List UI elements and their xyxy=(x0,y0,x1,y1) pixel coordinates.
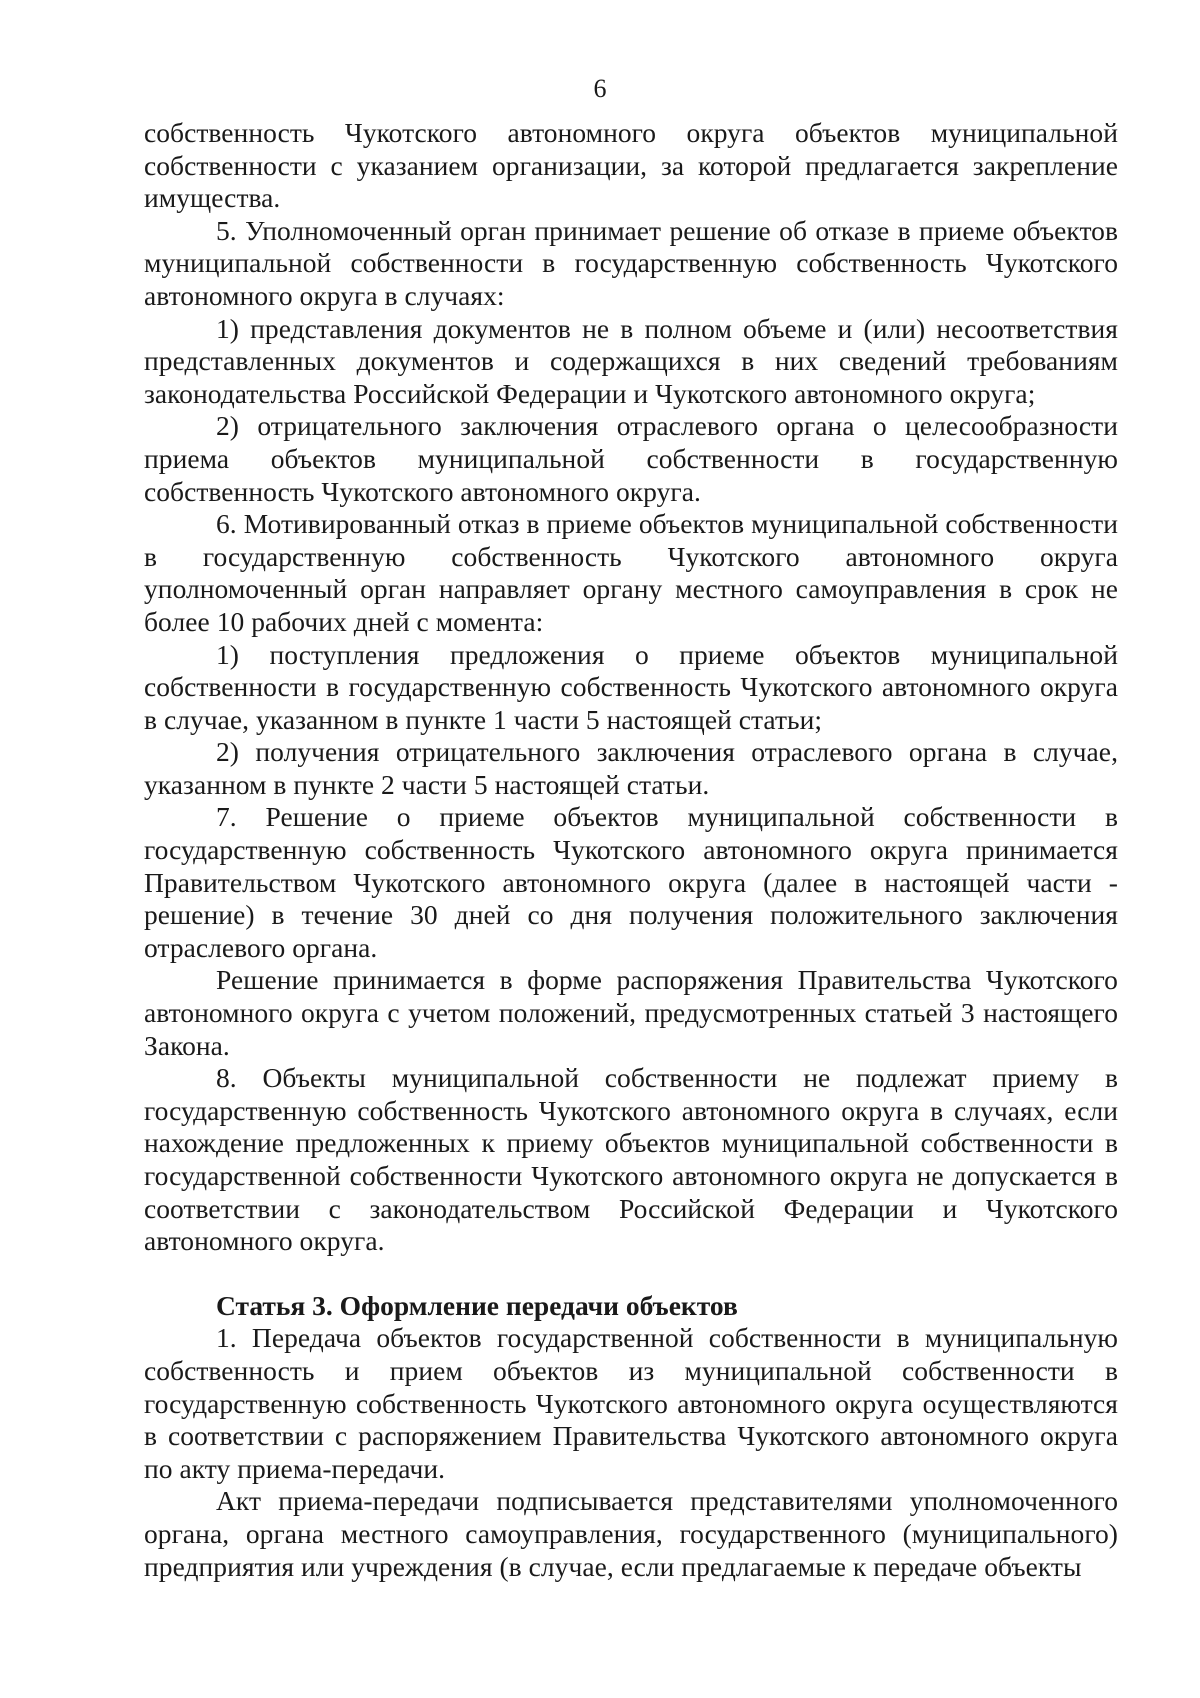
paragraph-article3-act: Акт приема-передачи подписывается представителями уполномоченного органа, органа местного самоуправления, государственного (муниципального) предприятия или учреждения (в случае, если предлагаемые к передаче объекты xyxy=(144,1485,1118,1582)
paragraph-item-7: 7. Решение о приеме объектов муниципальной собственности в государственную собственность Чукотского автономного округа принимается Правительством Чукотского автономного округа (далее в настоящей части - решение) в течение 30 дней со дня получения положительного заключения отраслевого органа. xyxy=(144,801,1118,963)
paragraph-item-5-1: 1) представления документов не в полном объеме и (или) несоответствия представленных документов и содержащихся в них сведений требованиям законодательства Российской Федерации и Чукотского автономного округа; xyxy=(144,312,1118,409)
paragraph-item-5: 5. Уполномоченный орган принимает решение об отказе в приеме объектов муниципальной собственности в государственную собственность Чукотского автономного округа в случаях: xyxy=(144,214,1118,311)
paragraph-item-6-2: 2) получения отрицательного заключения отраслевого органа в случае, указанном в пункте 2 части 5 настоящей статьи. xyxy=(144,736,1118,800)
paragraph-item-6: 6. Мотивированный отказ в приеме объектов муниципальной собственности в государственную собственность Чукотского автономного округа уполномоченный орган направляет органу местного самоуправления в срок не более 10 рабочих дней с момента: xyxy=(144,508,1118,637)
paragraph-item-5-2: 2) отрицательного заключения отраслевого органа о целесообразности приема объектов муниципальной собственности в государственную собственность Чукотского автономного округа. xyxy=(144,410,1118,507)
article-heading: Статья 3. Оформление передачи объектов xyxy=(216,1289,738,1321)
paragraph-continuation: собственность Чукотского автономного округа объектов муниципальной собственности с указанием организации, за которой предлагается закрепление имущества. xyxy=(144,117,1118,214)
page-number: 6 xyxy=(593,74,607,103)
paragraph-item-7-decision-form: Решение принимается в форме распоряжения Правительства Чукотского автономного округа с учетом положений, предусмотренных статьей 3 настоящего Закона. xyxy=(144,964,1118,1061)
document-body xyxy=(144,117,1118,1583)
paragraph-article3-item-1: 1. Передача объектов государственной собственности в муниципальную собственность и прием объектов из муниципальной собственности в государственную собственность Чукотского автономного округа осуществляются в соответствии с распоряжением Правительства Чукотского автономного округа по акту приема-передачи. xyxy=(144,1322,1118,1484)
paragraph-item-8: 8. Объекты муниципальной собственности не подлежат приему в государственную собственность Чукотского автономного округа в случаях, если нахождение предложенных к приему объектов муниципальной собственности в государственной собственности Чукотского автономного округа не допускается в соответствии с законодательством Российской Федерации и Чукотского автономного округа. xyxy=(144,1062,1118,1257)
paragraph-item-6-1: 1) поступления предложения о приеме объектов муниципальной собственности в государственную собственность Чукотского автономного округа в случае, указанном в пункте 1 части 5 настоящей статьи; xyxy=(144,638,1118,735)
